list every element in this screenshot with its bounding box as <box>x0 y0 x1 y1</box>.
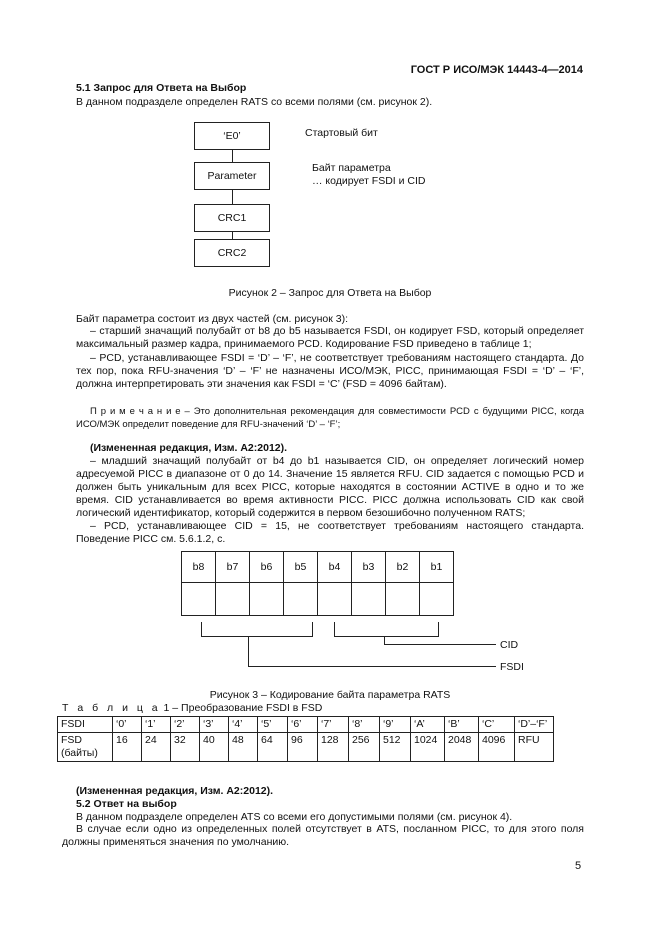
paragraph: В данном подразделе определен ATS со всеми его допустимыми полями (см. рисунок 4). <box>76 811 513 823</box>
table-cell: ‘1’ <box>142 717 171 733</box>
table-cell: 48 <box>229 733 258 762</box>
fsdi-bracket <box>202 622 313 637</box>
paragraph: – PCD, устанавливающее CID = 15, не соответствует требованиям настоящего стандарта. Поведение PICC см. 5.6.1.2, с. <box>76 520 584 545</box>
table-cell: 2048 <box>445 733 479 762</box>
note-label: П р и м е ч а н и е <box>90 406 181 417</box>
bit-cell: b2 <box>386 552 420 583</box>
table-cell: 1024 <box>411 733 445 762</box>
edit-note: (Измененная редакция, Изм. А2:2012). <box>76 785 274 797</box>
table-caption-text: 1 – Преобразование FSDI в FSD <box>160 702 323 714</box>
parameter-label: Байт параметра <box>312 162 391 174</box>
table-cell: 40 <box>200 733 229 762</box>
table-cell: ‘8’ <box>349 717 380 733</box>
bit-cell: b4 <box>318 552 352 583</box>
table-cell: 24 <box>142 733 171 762</box>
table-cell: ‘7’ <box>318 717 349 733</box>
section-5-1-intro: В данном подразделе определен RATS со всеми полями (см. рисунок 2). <box>76 96 433 108</box>
table-header-cell <box>58 733 113 762</box>
note-text: – Это дополнительная рекомендация для совместимости PCD с будущими PICC, когда ИСО/МЭК определит поведение для RFU-значений ‘D’ – ‘F’; <box>76 406 584 430</box>
cid-leader <box>385 637 497 645</box>
paragraph: Байт параметра состоит из двух частей (см. рисунок 3): <box>76 313 348 325</box>
fsdi-fsd-table <box>57 716 554 762</box>
paragraph: – младший значащий полубайт от b4 до b1 называется CID, он определяет логический номер адресуемой PICC в диапазоне от 0 до 14. Значение 15 является RFU. CID задается с помощью PCD и должен быть уникальным для всех PICC, которые находятся в состоянии ACTIVE в одно и то же время. CID устанавливается во время активности PICC. PICC должна использовать CID как свой логический идентификатор, который содержится в первом безошибочно полученном RATS; <box>76 455 584 519</box>
bit-cell: b7 <box>216 552 250 583</box>
table-cell: 512 <box>380 733 411 762</box>
cid-label: CID <box>500 639 519 651</box>
table-cell: ‘9’ <box>380 717 411 733</box>
table-cell: ‘D’–‘F’ <box>515 717 554 733</box>
table-cell: ‘6’ <box>288 717 318 733</box>
table-cell: RFU <box>515 733 554 762</box>
bit-cell: b5 <box>284 552 318 583</box>
table-row <box>58 717 554 733</box>
figure-2-caption: Рисунок 2 – Запрос для Ответа на Выбор <box>228 287 432 299</box>
section-5-1-title: 5.1 Запрос для Ответа на Выбор <box>76 82 247 94</box>
paragraph: – PCD, устанавливающее FSDI = ‘D’ – ‘F’, не соответствует требованиям настоящего стандарта. До тех пор, пока RFU-значения ‘D’ – ‘F’ не назначены ИСО/МЭК, PICC, принимающая FSDI = ‘D’ – ‘F’, должна интерпретировать эти значения как FSDI = ‘C’ (FSD = 4096 байтам). <box>76 352 584 390</box>
edit-note: (Измененная редакция, Изм. А2:2012). <box>90 442 288 454</box>
paragraph: В случае если одно из определенных полей отсутствует в ATS, посланном PICC, то для этого поля должны применяться значения по умолчанию. <box>62 823 584 848</box>
document-header: ГОСТ Р ИСО/МЭК 14443-4—2014 <box>410 64 583 76</box>
fsd-header-unit: (байты) <box>61 747 98 759</box>
table-cell: 96 <box>288 733 318 762</box>
table-cell: ‘C’ <box>479 717 515 733</box>
table-1-caption <box>62 702 322 715</box>
table-cell: ‘0’ <box>113 717 142 733</box>
table-cell: ‘2’ <box>171 717 200 733</box>
bit-cell: b1 <box>420 552 454 583</box>
rats-parameter-box: Parameter <box>194 162 270 190</box>
table-caption-label: Т а б л и ц а <box>62 702 161 714</box>
table-cell: ‘5’ <box>258 717 288 733</box>
cid-bracket <box>335 622 439 637</box>
table-cell: 256 <box>349 733 380 762</box>
rats-crc2-box: CRC2 <box>194 239 270 267</box>
table-cell: ‘4’ <box>229 717 258 733</box>
start-bit-label: Стартовый бит <box>305 127 378 139</box>
figure-3-caption: Рисунок 3 – Кодирование байта параметра RATS <box>209 689 451 701</box>
bit-cell: b8 <box>182 552 216 583</box>
bit-cell: b6 <box>250 552 284 583</box>
table-cell: 32 <box>171 733 200 762</box>
section-5-2-title: 5.2 Ответ на выбор <box>76 798 177 810</box>
fsd-header: FSD <box>61 734 82 746</box>
table-cell: 16 <box>113 733 142 762</box>
fsdi-label: FSDI <box>500 661 524 673</box>
rats-crc1-box: CRC1 <box>194 204 270 232</box>
table-cell: ‘B’ <box>445 717 479 733</box>
table-cell: 64 <box>258 733 288 762</box>
rats-start-box: ‘E0’ <box>194 122 270 150</box>
table-row <box>58 733 554 762</box>
page-number: 5 <box>575 860 582 872</box>
fsdi-leader <box>249 637 497 667</box>
table-cell: ‘3’ <box>200 717 229 733</box>
table-cell: 4096 <box>479 733 515 762</box>
table-cell: 128 <box>318 733 349 762</box>
table-cell: ‘A’ <box>411 717 445 733</box>
paragraph: – старший значащий полубайт от b8 до b5 называется FSDI, он кодирует FSD, который определяет максимальный размер кадра, принимаемого PCD. Кодирование FSD приведено в таблице 1; <box>76 325 584 350</box>
table-header-cell: FSDI <box>58 717 113 733</box>
bit-cell: b3 <box>352 552 386 583</box>
parameter-label-note: … кодирует FSDI и CID <box>312 175 426 187</box>
